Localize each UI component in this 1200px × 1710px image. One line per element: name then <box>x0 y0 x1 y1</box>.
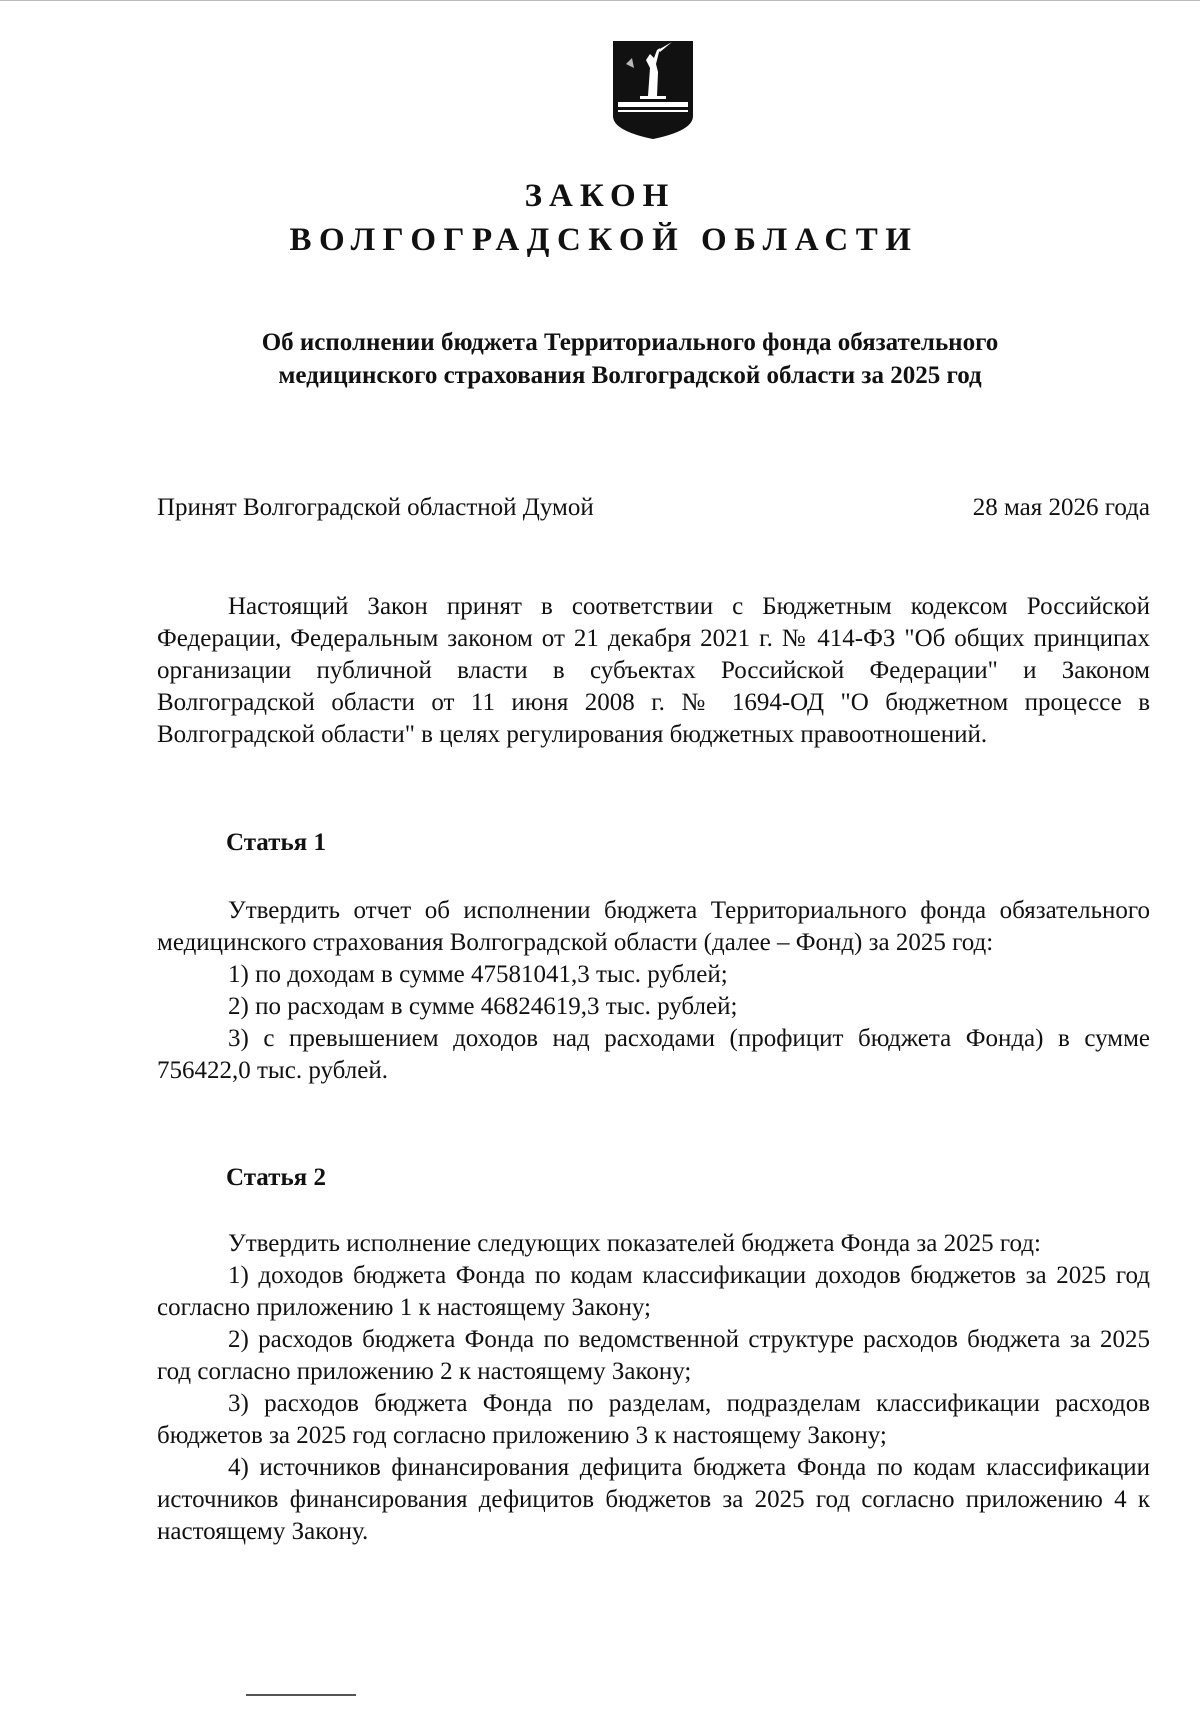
article-2-item: 1) доходов бюджета Фонда по кодам классификации доходов бюджетов за 2025 год согласно приложению 1 к настоящему Закону; <box>157 1262 1150 1321</box>
article-1-item: 2) по расходам в сумме 46824619,3 тыс. рублей; <box>228 993 738 1020</box>
subtitle-line: Об исполнении бюджета Территориального фонда обязательного <box>261 329 999 356</box>
region-title: ВОЛГОГРАДСКОЙ ОБЛАСТИ <box>289 222 919 258</box>
adopted-by: Принят Волгоградской областной Думой <box>157 494 594 521</box>
preamble-text: Настоящий Закон принят в соответствии с Бюджетным кодексом Российской Федерации, Федеральным законом от 21 декабря 2021 г. № 414-ФЗ "Об общих принципах организации публичной власти в субъектах Российской Федерации" и Законом Волгоградской области от 11 июня 2008 г. № 1694-ОД "О бюджетном процессе в Волгоградской области" в целях регулирования бюджетных правоотношений. <box>157 593 1150 748</box>
article-2-item: 3) расходов бюджета Фонда по разделам, подразделам классификации расходов бюджетов за 2025 год согласно приложению 3 к настоящему Закону; <box>157 1390 1150 1449</box>
article-2-item: 4) источников финансирования дефицита бюджета Фонда по кодам классификации источников финансирования дефицитов бюджетов за 2025 год согласно приложению 4 к настоящему Закону. <box>157 1454 1150 1545</box>
law-title: ЗАКОН <box>524 178 676 214</box>
article-2-body <box>157 1228 1150 1548</box>
article-1-lead: Утвердить отчет об исполнении бюджета Территориального фонда обязательного медицинского страхования Волгоградской области (далее – Фонд) за 2025 год: <box>157 897 1150 956</box>
article-1-heading: Статья 1 <box>226 829 326 856</box>
subtitle-line: медицинского страхования Волгоградской области за 2025 год <box>278 362 982 389</box>
article-1-body <box>157 895 1150 1087</box>
article-1-item: 1) по доходам в сумме 47581041,3 тыс. рублей; <box>228 961 728 988</box>
article-2-lead: Утвердить исполнение следующих показателей бюджета Фонда за 2025 год: <box>228 1230 1041 1257</box>
scan-artifact-line <box>246 1694 356 1696</box>
coat-of-arms-icon <box>610 38 696 142</box>
preamble <box>157 591 1150 751</box>
article-1-item: 3) с превышением доходов над расходами (профицит бюджета Фонда) в сумме 756422,0 тыс. рублей. <box>157 1025 1150 1084</box>
adoption-line <box>157 494 1150 522</box>
adoption-date: 28 мая 2026 года <box>972 494 1150 521</box>
law-subtitle <box>180 326 1080 392</box>
article-2-item: 2) расходов бюджета Фонда по ведомственной структуре расходов бюджета за 2025 год согласно приложению 2 к настоящему Закону; <box>157 1326 1150 1385</box>
article-2-heading: Статья 2 <box>226 1164 326 1191</box>
scan-edge-line <box>0 0 1200 1</box>
